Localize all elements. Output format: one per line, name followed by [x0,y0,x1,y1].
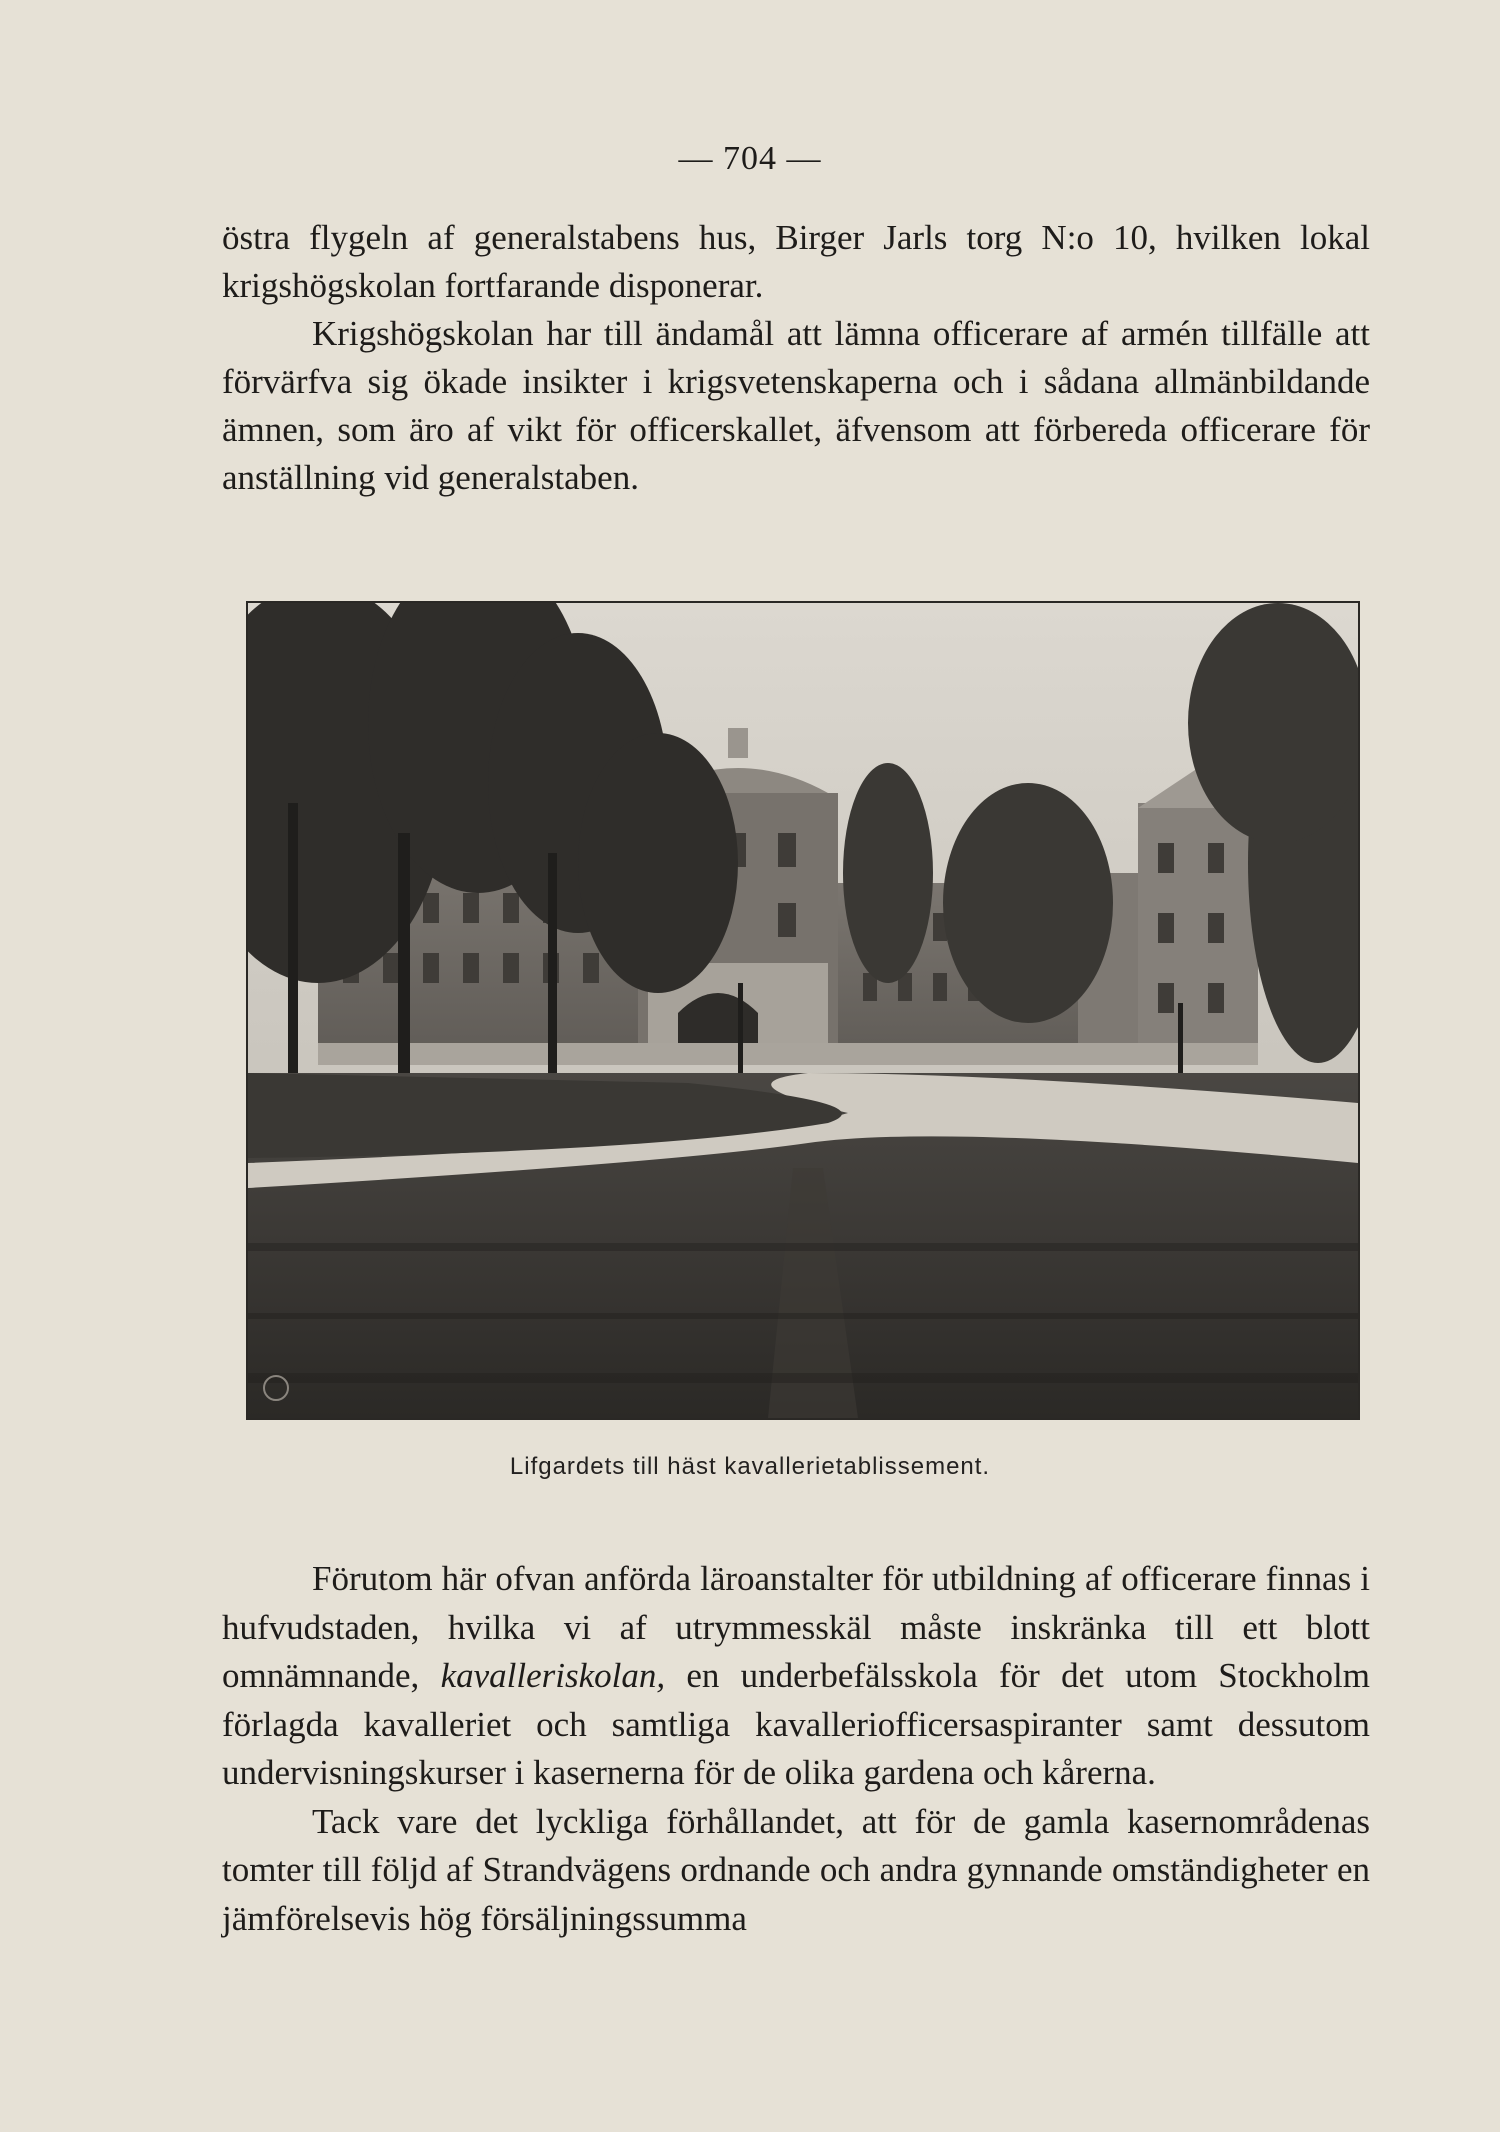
paragraph-3 [222,1555,1370,1798]
text-block-top [222,214,1370,502]
paragraph-3-italic: kavalleriskolan, [440,1656,666,1695]
photograph-cavalry-barracks [246,601,1360,1420]
paragraph-4: Tack vare det lyckliga förhållandet, att för de gamla kasernområdenas tomter till följd af Strandvägens ordnande och andra gynnande omständigheter en jämförelsevis hög försäljningssumma [222,1801,1370,1938]
paragraph-2: Krigshögskolan har till ändamål att lämna officerare af armén tillfälle att förvärfva sig ökade insikter i krigsvetenskaperna och i sådana allmänbildande ämnen, som äro af vikt för officerskallet, äfvensom att förbereda officerare för anställning vid generalstaben. [222,314,1370,497]
paragraph-3-end: en underbefälsskola för det utom Stockholm förlagda kavalleriet och samtliga kavalleriofficersaspiranter samt dessutom undervisningskurser i kasernerna för de olika gardena och kårerna. [222,1656,1370,1792]
text-block-bottom [222,1555,1370,1943]
paragraph-3-start: Förutom här ofvan anförda läroanstalter för utbildning af officerare finnas i hufvudstaden, hvilka vi af utrymmesskäl måste inskränka till ett blott omnämnande, [222,1559,1370,1695]
page-number: — 704 — [678,140,822,177]
figure-caption: Lifgardets till häst kavallerietablissement. [509,1453,991,1480]
paragraph-1: östra flygeln af generalstabens hus, Birger Jarls torg N:o 10, hvilken lokal krigshögskolan fortfarande disponerar. [222,218,1370,305]
